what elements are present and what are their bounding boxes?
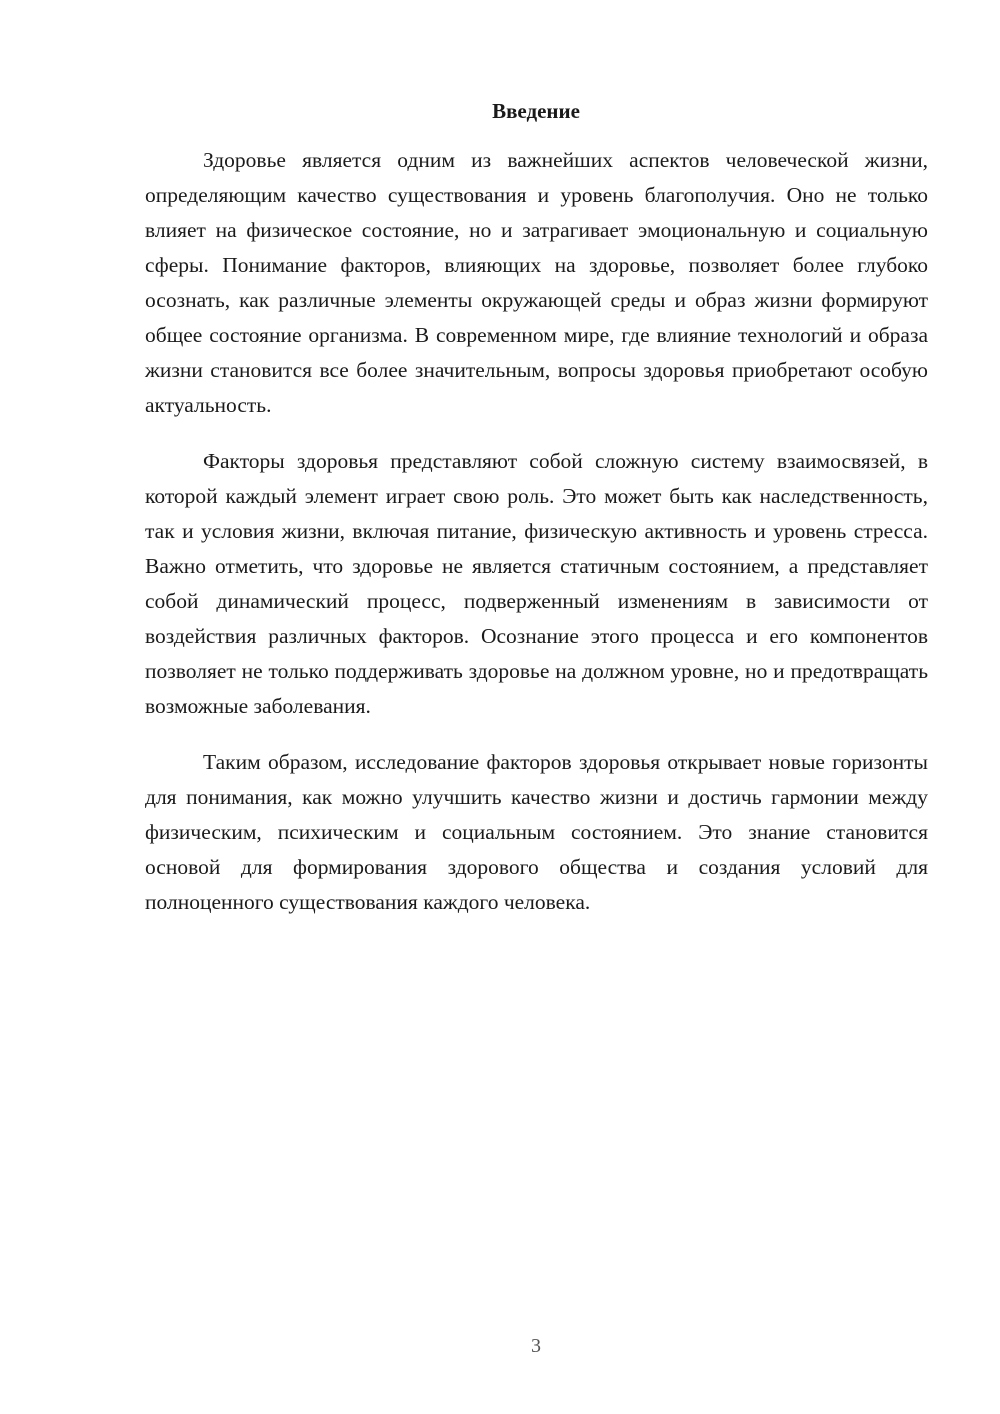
paragraph-3: Таким образом, исследование факторов здоровья открывает новые горизонты для понимания, как можно улучшить качество жизни и достичь гармонии между физическим, психическим и социальным состоянием. Это знание становится основой для формирования здорового общества и создания условий для полноценного существования каждого человека. bbox=[145, 750, 928, 914]
paragraph-2: Факторы здоровья представляют собой сложную систему взаимосвязей, в которой каждый элемент играет свою роль. Это может быть как наследственность, так и условия жизни, включая питание, физическую активность и уровень стресса. Важно отметить, что здоровье не является статичным состоянием, а представляет собой динамический процесс, подверженный изменениям в зависимости от воздействия различных факторов. Осознание этого процесса и его компонентов позволяет не только поддерживать здоровье на должном уровне, но и предотвращать возможные заболевания. bbox=[145, 449, 928, 718]
paragraph-1: Здоровье является одним из важнейших аспектов человеческой жизни, определяющим качество существования и уровень благополучия. Оно не только влияет на физическое состояние, но и затрагивает эмоциональную и социальную сферы. Понимание факторов, влияющих на здоровье, позволяет более глубоко осознать, как различные элементы окружающей среды и образ жизни формируют общее состояние организма. В современном мире, где влияние технологий и образа жизни становится все более значительным, вопросы здоровья приобретают особую актуальность. bbox=[145, 148, 928, 417]
section-heading: Введение bbox=[492, 99, 580, 123]
body-text bbox=[145, 143, 928, 941]
page-number: 3 bbox=[531, 1335, 541, 1357]
